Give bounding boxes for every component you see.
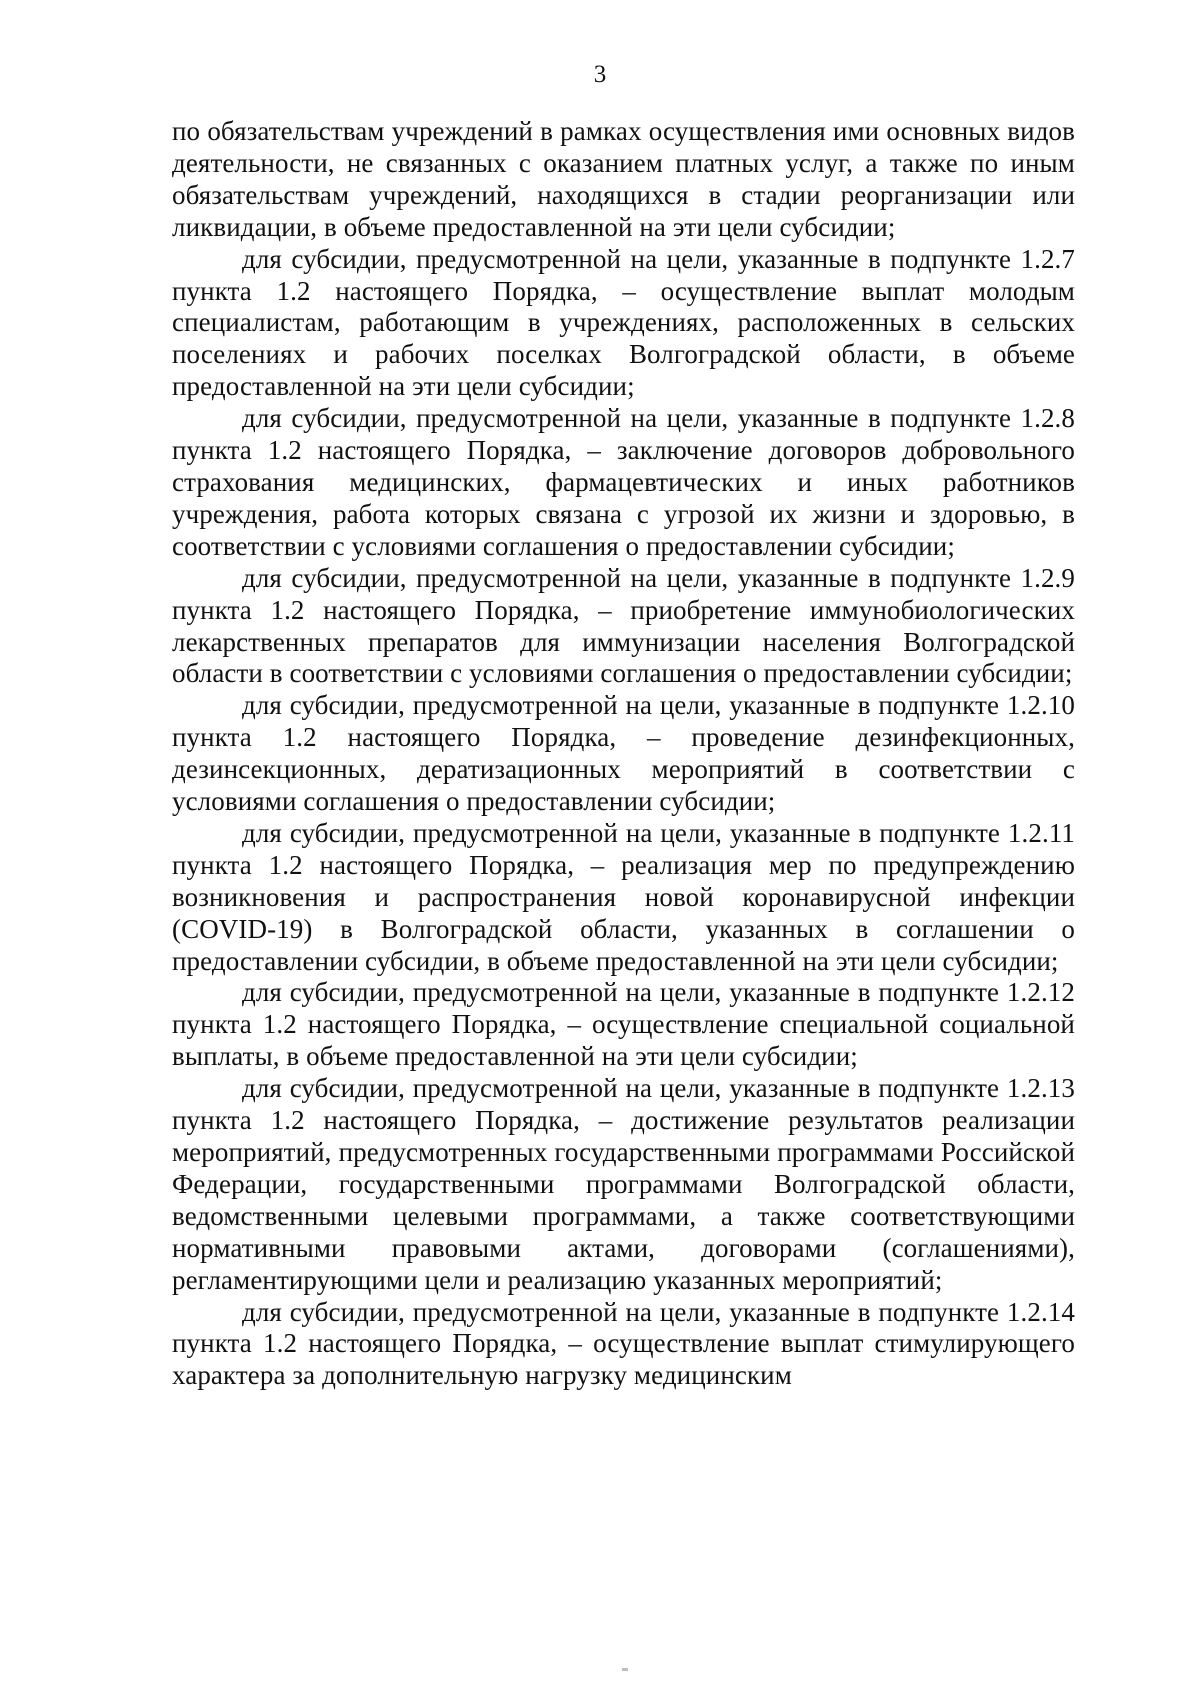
page-number: 3 bbox=[593, 61, 607, 88]
paragraph-subsidy-1-2-14: для субсидии, предусмотренной на цели, указанные в подпункте 1.2.14 пункта 1.2 настоящего Порядка, – осуществление выплат стимулирующего характера за дополнительную нагрузку медицинским bbox=[172, 1296, 1075, 1391]
paragraph-subsidy-1-2-12: для субсидии, предусмотренной на цели, указанные в подпункте 1.2.12 пункта 1.2 настоящего Порядка, – осуществление специальной социальной выплаты, в объеме предоставленной на эти цели субсидии; bbox=[172, 977, 1075, 1072]
paragraph-subsidy-1-2-11: для субсидии, предусмотренной на цели, указанные в подпункте 1.2.11 пункта 1.2 настоящего Порядка, – реализация мер по предупреждению возникновения и распространения новой коронавирусной инфекции (COVID-19) в Волгоградской области, указанных в соглашении о предоставлении субсидии, в объеме предоставленной на эти цели субсидии; bbox=[172, 817, 1075, 976]
document-body bbox=[172, 116, 1075, 1392]
paragraph-continuation: по обязательствам учреждений в рамках осуществления ими основных видов деятельности, не связанных с оказанием платных услуг, а также по иным обязательствам учреждений, находящихся в стадии реорганизации или ликвидации, в объеме предоставленной на эти цели субсидии; bbox=[172, 116, 1075, 242]
paragraph-subsidy-1-2-10: для субсидии, предусмотренной на цели, указанные в подпункте 1.2.10 пункта 1.2 настоящего Порядка, – проведение дезинфекционных, дезинсекционных, дератизационных мероприятий в соответствии с условиями соглашения о предоставлении субсидии; bbox=[172, 690, 1075, 817]
paragraph-subsidy-1-2-7: для субсидии, предусмотренной на цели, указанные в подпункте 1.2.7 пункта 1.2 настоящего Порядка, – осуществление выплат молодым специалистам, работающим в учреждениях, расположенных в сельских поселениях и рабочих поселках Волгоградской области, в объеме предоставленной на эти цели субсидии; bbox=[172, 243, 1075, 402]
paragraph-subsidy-1-2-8: для субсидии, предусмотренной на цели, указанные в подпункте 1.2.8 пункта 1.2 настоящего Порядка, – заключение договоров добровольного страхования медицинских, фармацевтических и иных работников учреждения, работа которых связана с угрозой их жизни и здоровью, в соответствии с условиями соглашения о предоставлении субсидии; bbox=[172, 403, 1075, 561]
scan-artifact bbox=[622, 1668, 628, 1671]
paragraph-subsidy-1-2-9: для субсидии, предусмотренной на цели, указанные в подпункте 1.2.9 пункта 1.2 настоящего Порядка, – приобретение иммунобиологических лекарственных препаратов для иммунизации населения Волгоградской области в соответствии с условиями соглашения о предоставлении субсидии; bbox=[172, 562, 1075, 689]
paragraph-subsidy-1-2-13: для субсидии, предусмотренной на цели, указанные в подпункте 1.2.13 пункта 1.2 настоящего Порядка, – достижение результатов реализации мероприятий, предусмотренных государственными программами Российской Федерации, государственными программами Волгоградской области, ведомственными целевыми программами, а также соответствующими нормативными правовыми актами, договорами (соглашениями), регламентирующими цели и реализацию указанных мероприятий; bbox=[172, 1073, 1075, 1295]
